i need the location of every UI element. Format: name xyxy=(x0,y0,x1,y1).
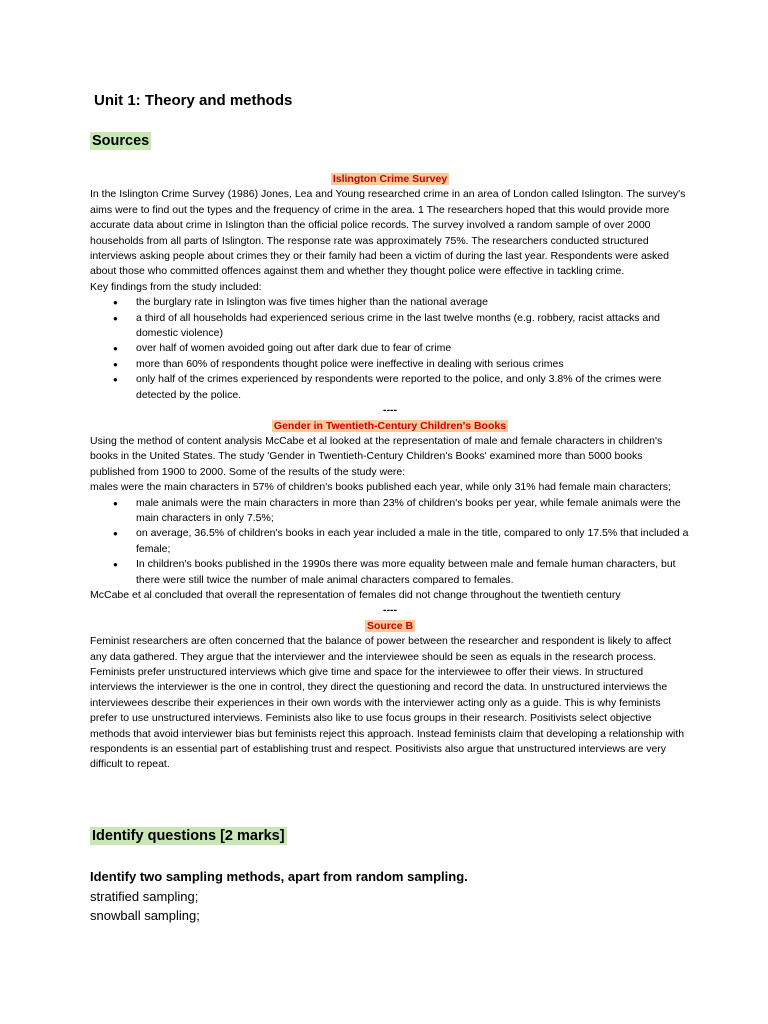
answer-line: stratified sampling; xyxy=(90,888,199,904)
list-item: ● more than 60% of respondents thought police were ineffective in dealing with serious crimes xyxy=(136,357,690,372)
list-item: ● only half of the crimes experienced by respondents were reported to the police, and only 3.8% of the crimes were detected by the police. xyxy=(136,372,690,403)
source-paragraph-islington: In the Islington Crime Survey (1986) Jones, Lea and Young researched crime in an area of London called Islington. The survey's aims were to find out the types and the frequency of crime in the area. 1 The researchers hoped that this would provide more accurate data about crime in Islington than the official police records. The survey involved a random sample of over 2000 households from all parts of Islington. The response rate was approximately 75%. The researchers conducted structured interviews asking people about crimes they or their family had been a victim of during the last year. Respondents were asked about those who committed offences against them and whether they thought police were effective in tackling crime. xyxy=(90,188,686,278)
list-item: ● on average, 36.5% of children's books in each year included a male in the title, compared to only 17.5% that included a female; xyxy=(136,526,690,557)
list-item: ● male animals were the main characters in more than 23% of children's books per year, while female animals were the main characters in only 7.5%; xyxy=(136,496,690,527)
sources-body xyxy=(90,172,690,773)
source-title-source-b: Source B xyxy=(366,619,414,632)
results-list xyxy=(90,496,690,588)
identify-heading: Identify questions [2 marks] xyxy=(92,828,285,844)
source-paragraph-childrens-books: Using the method of content analysis McCabe et al looked at the representation of male and female characters in children's books in the United States. The study 'Gender in Twentieth-Century Children's Books' examined more than 5000 books published from 1900 to 2000. Some of the results of the study were: xyxy=(90,434,663,478)
results-conclusion: McCabe et al concluded that overall the representation of females did not change throughout the twentieth century xyxy=(90,588,621,601)
findings-list xyxy=(90,295,690,403)
question-text: Identify two sampling methods, apart from random sampling. xyxy=(90,869,468,884)
sources-heading: Sources xyxy=(92,133,150,149)
separator: ---- xyxy=(383,404,397,417)
source-title-childrens-books: Gender in Twentieth-Century Children's Books xyxy=(273,419,507,432)
list-item: ● over half of women avoided going out after dark due to fear of crime xyxy=(136,341,690,356)
answer-line: snowball sampling; xyxy=(90,908,200,923)
separator: ---- xyxy=(383,604,397,617)
source-paragraph-source-b: Feminist researchers are often concerned that the balance of power between the researcher and respondent is likely to affect any data gathered. They argue that the interviewer and the interviewee should be seen as equals in the research process. Feminists prefer unstructured interviews which give time and space for the interviewee to offer their views. In structured interviews the interviewer is the one in control, they direct the questioning and record the data. In unstructured interviews the interviewees describe their experiences in their own words with the interviewer acting only as a guide. This is why feminists prefer to use unstructured interviews. Feminists also like to use focus groups in their research. Positivists select objective methods that avoid interviewer bias but feminists reject this approach. Instead feminists claim that developing a relationship with respondents is an essential part of establishing trust and respect. Positivists also argue that unstructured interviews are very difficult to repeat. xyxy=(90,635,685,771)
page-title: Unit 1: Theory and methods xyxy=(94,92,293,109)
results-lead: males were the main characters in 57% of children's books published each year, while only 31% had female main characters; xyxy=(90,481,671,494)
findings-intro: Key findings from the study included: xyxy=(90,280,262,293)
question-block xyxy=(90,867,690,926)
source-title-islington: Islington Crime Survey xyxy=(332,173,448,185)
list-item: ● the burglary rate in Islington was five times higher than the national average xyxy=(136,295,690,310)
list-item: ● a third of all households had experienced serious crime in the last twelve months (e.g. robbery, racist attacks and domestic violence) xyxy=(136,311,690,342)
list-item: ● In children's books published in the 1990s there was more equality between male and female human characters, but there were still twice the number of male animal characters compared to females. xyxy=(136,557,690,588)
